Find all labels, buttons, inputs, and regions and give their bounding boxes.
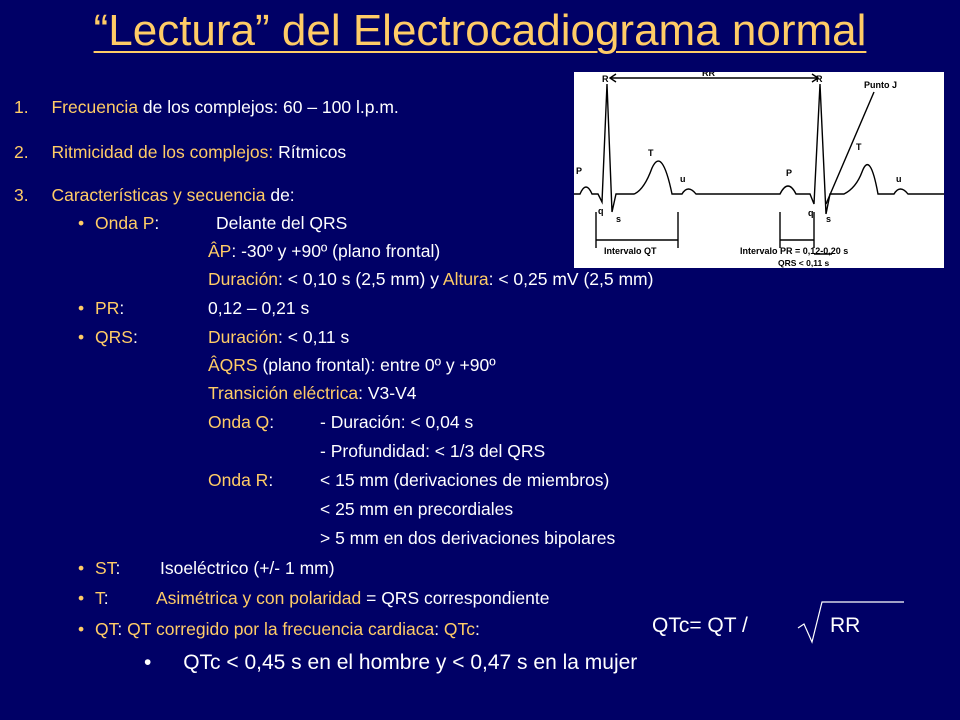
colon: :: [269, 412, 275, 432]
qtc-line: [144, 652, 637, 674]
onda-q-label: Onda Q: [208, 412, 270, 432]
t-value: [156, 587, 549, 609]
t-value-text: QRS correspondiente: [381, 588, 550, 608]
ecg-label-r2: R: [816, 74, 823, 84]
ecg-label-punto-j: Punto J: [864, 80, 897, 90]
page-title: “Lectura” del Electrocadiograma normal: [93, 6, 867, 55]
onda-q-duracion: - Duración: < 0,04 s: [320, 412, 474, 432]
bullet-marker: •: [78, 558, 85, 578]
onda-q-line: [208, 411, 274, 433]
qtc-label: QTc: [443, 619, 476, 639]
alt-label: Altura: [442, 269, 489, 289]
bullet-marker: •: [78, 619, 85, 639]
item-value: de:: [265, 185, 295, 205]
ap-line: [208, 240, 440, 262]
ecg-label-t2: T: [856, 142, 862, 152]
colon: :: [154, 213, 160, 233]
colon: :: [434, 619, 444, 639]
onda-r-value-2: < 25 mm en precordiales: [320, 499, 514, 519]
qrs-duracion-line: [208, 326, 349, 348]
bullet-label: ST: [95, 558, 116, 578]
colon: :: [475, 619, 480, 639]
trans-label: Transición eléctrica: [208, 383, 359, 403]
item-number: 3.: [14, 185, 29, 205]
item-label: Ritmicidad de los complejos:: [51, 142, 274, 162]
bullet-marker: •: [78, 213, 85, 233]
bullet-qt: [78, 618, 480, 640]
bullet-onda-p: [78, 212, 159, 234]
aqrs-line: [208, 354, 496, 376]
t-equals: =: [361, 588, 382, 608]
onda-r-value-3: > 5 mm en dos derivaciones bipolares: [320, 528, 616, 548]
colon: :: [103, 588, 109, 608]
alt-value: : < 0,25 mV (2,5 mm): [488, 269, 654, 289]
bullet-qrs: [78, 326, 138, 348]
colon: :: [115, 558, 121, 578]
bullet-marker: •: [144, 651, 152, 674]
item-label: Frecuencia: [51, 97, 139, 117]
bullet-label: QT: [95, 619, 118, 639]
item-frecuencia: [14, 96, 399, 118]
onda-r-value-1: < 15 mm (derivaciones de miembros): [320, 470, 610, 490]
bullet-label: T: [95, 588, 104, 608]
ecg-label-rr: RR: [702, 72, 715, 78]
bullet-pr: [78, 297, 124, 319]
ecg-trace: [574, 84, 944, 214]
ap-value: : -30º y +90º (plano frontal): [231, 241, 441, 261]
ecg-trace-svg: [574, 72, 944, 268]
ecg-label-t1: T: [648, 148, 654, 158]
qtc-text: QTc < 0,45 s en el hombre y < 0,47 s en la mujer: [183, 651, 638, 674]
onda-p-value: Delante del QRS: [216, 213, 348, 233]
ecg-label-q2: q: [808, 208, 814, 218]
qtc-rr: RR: [830, 614, 861, 637]
bullet-marker: •: [78, 588, 85, 608]
onda-r-label: Onda R: [208, 470, 269, 490]
item-number: 2.: [14, 142, 29, 162]
st-value: Isoeléctrico (+/- 1 mm): [160, 558, 335, 578]
qt-value-label: QT corregido por la frecuencia cardiaca: [127, 619, 435, 639]
bullet-label: PR: [95, 298, 120, 318]
ecg-label-q1: q: [598, 206, 604, 216]
ecg-label-s2: s: [826, 214, 832, 224]
ecg-label-u1: u: [680, 174, 686, 184]
onda-r-line: [208, 469, 273, 491]
onda-q-profundidad: - Profundidad: < 1/3 del QRS: [320, 441, 546, 461]
bullet-label: Onda P: [95, 213, 155, 233]
ecg-label-p1: P: [576, 166, 583, 176]
ecg-label-intervalo-qt: Intervalo QT: [604, 246, 657, 256]
ecg-label-qrs-note: QRS < 0,11 s: [778, 258, 830, 268]
bullet-st: [78, 557, 120, 579]
t-value-label: Asimétrica y con polaridad: [156, 588, 362, 608]
ecg-label-p2: P: [786, 168, 793, 178]
ecg-label-r1: R: [602, 74, 609, 84]
item-number: 1.: [14, 97, 29, 117]
ecg-label-u2: u: [896, 174, 902, 184]
item-label: Características y secuencia: [51, 185, 266, 205]
pr-value: 0,12 – 0,21 s: [208, 298, 310, 318]
item-value: Rítmicos: [273, 142, 347, 162]
ap-label: ÂP: [208, 241, 232, 261]
bullet-t: [78, 587, 109, 609]
ecg-label-intervalo-pr: Intervalo PR = 0,12-0,20 s: [740, 246, 849, 256]
qrs-dur-value: : < 0,11 s: [278, 327, 350, 347]
duracion-line: [208, 268, 653, 290]
qrs-dur-label: Duración: [208, 327, 279, 347]
colon: :: [268, 470, 274, 490]
item-caracteristicas: [14, 184, 295, 206]
dur-value: : < 0,10 s (2,5 mm) y: [278, 269, 443, 289]
item-value: de los complejos: 60 – 100 l.p.m.: [138, 97, 399, 117]
qtc-formula: QTc= QT /: [652, 614, 748, 637]
colon: :: [117, 619, 128, 639]
bullet-label: QRS: [95, 327, 133, 347]
colon: :: [132, 327, 138, 347]
item-ritmicidad: [14, 141, 346, 163]
dur-label: Duración: [208, 269, 279, 289]
bullet-marker: •: [78, 327, 85, 347]
aqrs-value: (plano frontal): entre 0º y +90º: [257, 355, 496, 375]
trans-value: : V3-V4: [358, 383, 417, 403]
ecg-diagram: [574, 72, 944, 268]
transicion-line: [208, 382, 416, 404]
ecg-label-s1: s: [616, 214, 622, 224]
aqrs-label: ÂQRS: [208, 355, 258, 375]
colon: :: [119, 298, 125, 318]
bullet-marker: •: [78, 298, 85, 318]
